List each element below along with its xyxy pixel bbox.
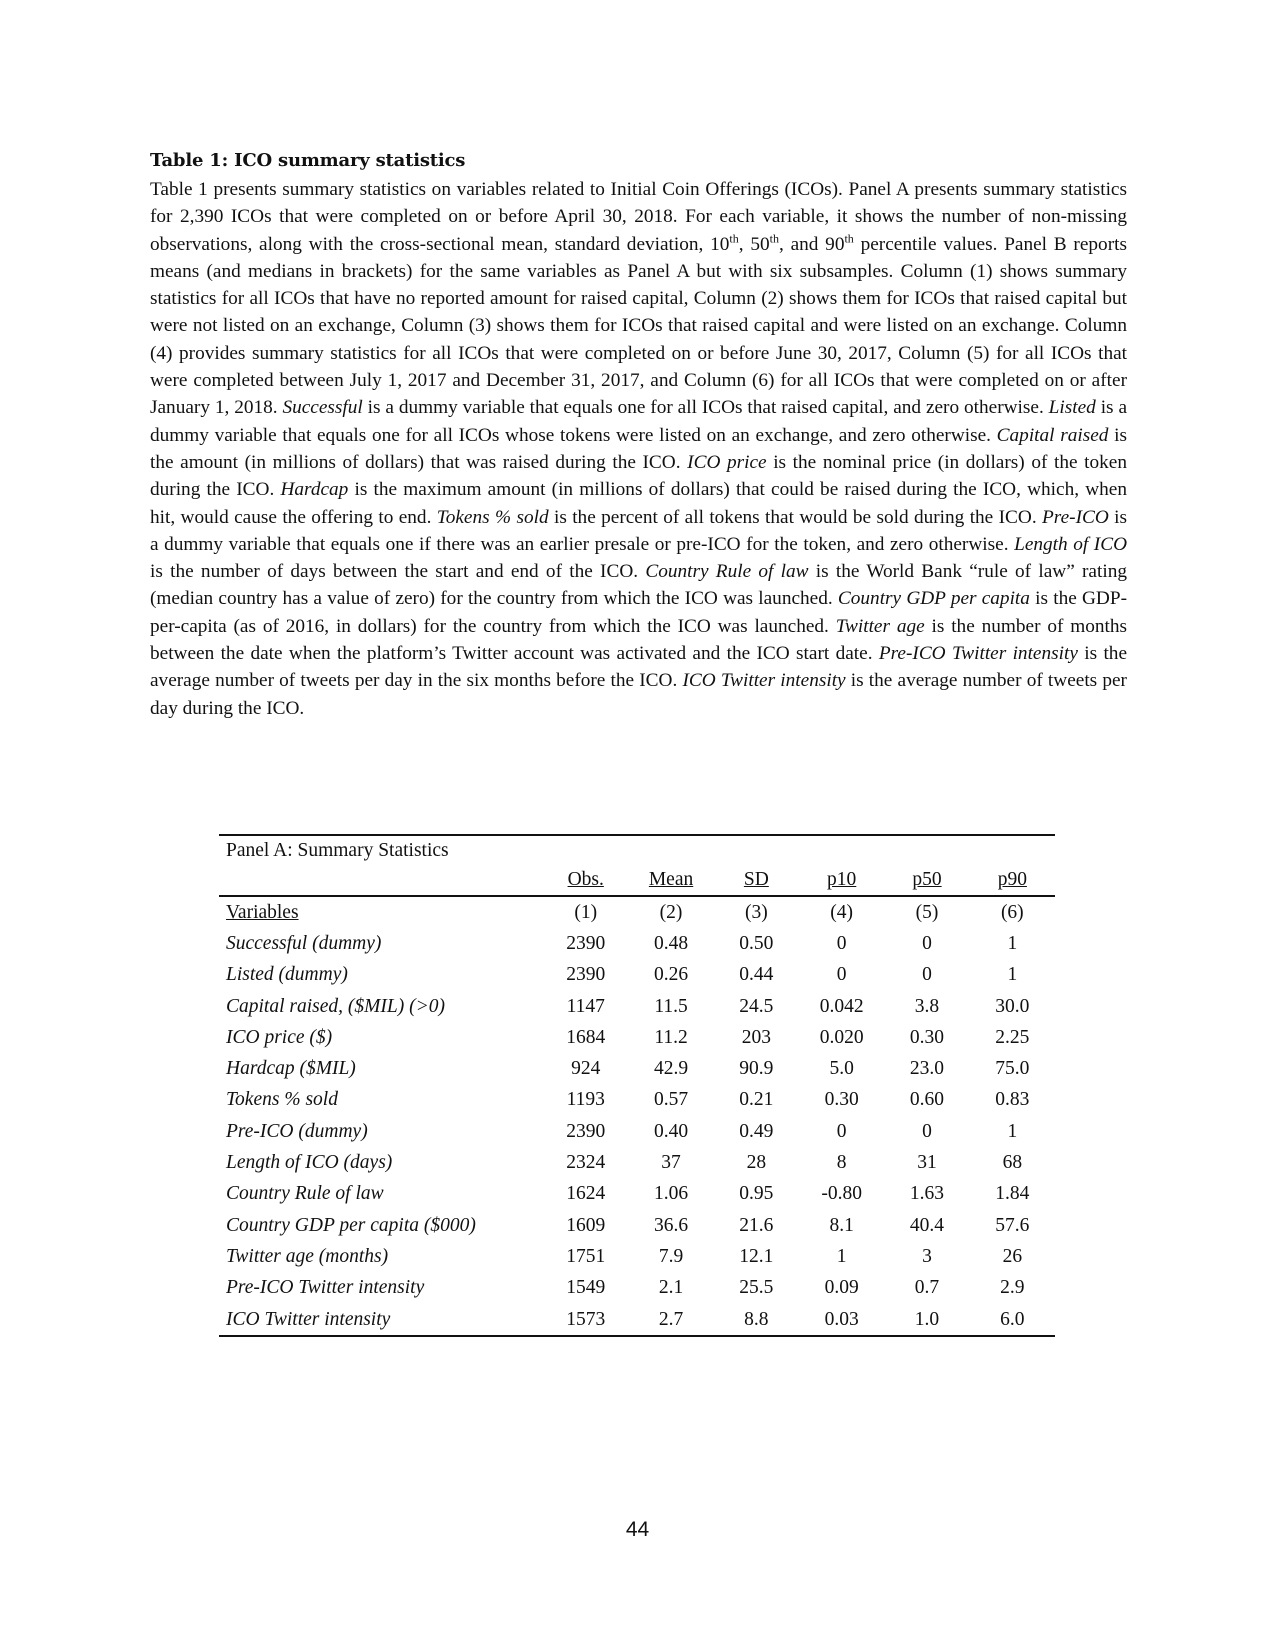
table-cell: 1 [1007,964,1018,986]
table-row [219,1241,1055,1272]
table-cell: 40.4 [909,1214,945,1236]
table-cell: 28 [746,1152,767,1174]
table-row [219,928,1055,959]
variable-name: Twitter age (months) [226,1245,389,1267]
table-cell: 1193 [566,1089,605,1111]
table-cell: 8 [836,1152,847,1174]
table-cell: 1 [836,1245,847,1267]
variable-name: Length of ICO (days) [226,1152,393,1174]
term-hardcap: Hardcap [280,479,349,501]
table-cell: 0.042 [819,995,864,1017]
table-cell: 31 [917,1152,937,1174]
table-cell: 30.0 [995,995,1030,1017]
term-length-of-ico: Length of ICO [1014,533,1127,555]
table-cell: 1.0 [914,1308,940,1330]
table-cell: -0.80 [821,1183,862,1205]
variable-name: ICO price ($) [226,1026,333,1048]
caption-text: is the number of days between the start and end of the ICO. [150,561,646,583]
header-p90: p90 [997,869,1027,890]
table-cell: 0 [922,932,932,954]
table-cell: 11.5 [654,995,688,1017]
variable-name: Country Rule of law [226,1183,384,1205]
table-cell: 1549 [566,1277,606,1299]
superscript: th [729,231,739,246]
summary-table-container [219,834,1055,1337]
column-number: (4) [830,901,854,923]
table-cell: 57.6 [995,1214,1030,1236]
variable-name: Hardcap ($MIL) [226,1058,356,1080]
table-cell: 1684 [566,1026,606,1048]
table-cell: 0.03 [824,1308,859,1330]
table-cell: 0.83 [995,1089,1030,1111]
table-cell: 8.1 [829,1214,854,1236]
variable-name: Pre-ICO (dummy) [226,1120,368,1142]
table-cell: 0.49 [739,1120,774,1142]
term-ico-price: ICO price [687,451,767,473]
column-number: (1) [574,901,598,923]
table-cell: 0.44 [739,964,774,986]
table-cell: 0.57 [653,1089,689,1111]
column-number: (3) [744,901,768,923]
caption-text: , 50 [738,233,770,255]
caption-text: percentile values. Panel B reports means (and medians in brackets) for the same variables as Panel A but with six subsamples. Column (1) shows summary statistics for all ICOs that have no reported amount for raised capital, Column (2) shows them for ICOs that raised capital but were not listed on an exchange, Column (3) shows them for ICOs that raised capital and were listed on an exchange. Column (4) provides summary statistics for all ICOs that were completed on or before June 30, 2017, Column (5) for all ICOs that were completed between July 1, 2017 and December 31, 2017, and Column (6) for all ICOs that were completed on or after January 1, 2018. [150,233,1127,419]
table-row [219,1210,1055,1241]
table-cell: 0 [836,1120,847,1142]
term-twitter-age: Twitter age [835,615,925,637]
table-cell: 0 [836,932,847,954]
table-cell: 0.7 [914,1277,940,1299]
table-cell: 26 [1002,1245,1023,1267]
table-cell: 1573 [566,1308,606,1330]
page-number: 44 [625,1518,650,1541]
table-cell: 5.0 [829,1058,854,1080]
term-successful: Successful [282,397,363,419]
table-row [219,1273,1055,1304]
table-cell: 0.09 [824,1277,859,1299]
table-cell: 2390 [566,1120,606,1142]
table-cell: 25.5 [739,1277,774,1299]
table-cell: 7.9 [658,1245,684,1267]
table-cell: 1.63 [909,1183,945,1205]
panel-title: Panel A: Summary Statistics [226,839,449,861]
caption-text: is the percent of all tokens that would be sold during the ICO. [548,506,1043,528]
term-capital-raised: Capital raised [996,424,1109,446]
term-ico-twitter-intensity: ICO Twitter intensity [682,670,846,692]
superscript: th [769,231,779,246]
table-cell: 36.6 [653,1214,689,1236]
header-sd: SD [743,869,769,890]
table-cell: 0.48 [653,932,689,954]
table-cell: 203 [741,1026,771,1048]
table-cell: 3 [922,1245,932,1267]
variable-name: Listed (dummy) [226,964,348,986]
table-cell: 2.9 [1000,1277,1025,1299]
summary-statistics-table [219,834,1055,1337]
table-cell: 0.26 [653,964,689,986]
table-cell: 68 [1002,1152,1023,1174]
table-cell: 6.0 [1000,1308,1025,1330]
term-listed: Listed [1048,397,1096,419]
table-cell: 0.40 [653,1120,689,1142]
table-cell: 1609 [566,1214,606,1236]
table-cell: 0.020 [819,1026,864,1048]
table-cell: 0 [922,1120,932,1142]
column-number: (5) [915,901,939,923]
table-cell: 1751 [566,1245,606,1267]
table-cell: 1.06 [653,1183,689,1205]
table-cell: 0 [836,964,847,986]
table-cell: 12.1 [739,1245,774,1267]
header-empty-cell [219,865,543,896]
table-title: Table 1: ICO summary statistics [150,150,466,171]
caption-text: is a dummy variable that equals one if there was an earlier presale or pre-ICO for the token, and zero otherwise. [150,506,1128,555]
caption-text: is the number of months between the date when the platform’s Twitter account was activated and the ICO start date. [150,615,1127,665]
header-p10: p10 [827,869,857,890]
table-cell: 37 [661,1152,681,1174]
table-row [219,991,1055,1022]
table-cell: 0.30 [909,1026,945,1048]
table-cell: 3.8 [914,995,940,1017]
variable-name: Country GDP per capita ($000) [226,1214,476,1236]
variable-name: ICO Twitter intensity [226,1308,391,1330]
table-cell: 2390 [566,932,606,954]
caption-text: is the average number of tweets per day in the six months before the ICO. [150,643,1127,692]
column-number-row [219,896,1055,928]
column-header-row [219,865,1055,896]
term-country-gdp: Country GDP per capita [837,588,1030,610]
table-cell: 0.21 [739,1089,774,1111]
term-pre-ico-twitter-intensity: Pre-ICO Twitter intensity [878,643,1078,665]
table-cell: 0.60 [909,1089,945,1111]
table-row [219,1053,1055,1084]
table-cell: 2390 [566,964,606,986]
table-cell: 8.8 [744,1308,769,1330]
table-cell: 1 [1007,1120,1018,1142]
table-cell: 924 [571,1058,601,1080]
column-number: (2) [659,901,683,923]
table-cell: 42.9 [653,1058,689,1080]
variables-label: Variables [226,901,299,923]
variable-name: Capital raised, ($MIL) (>0) [226,995,445,1017]
table-row [219,1116,1055,1147]
table-row [219,1022,1055,1053]
caption-text: is the GDP-per-capita (as of 2016, in dollars) for the country from which the ICO was launched. [150,588,1127,637]
superscript: th [844,231,854,246]
caption-text: , and 90 [778,233,845,255]
caption-text: is the average number of tweets per day during the ICO. [150,670,1127,719]
table-cell: 1147 [566,995,605,1017]
table-cell: 23.0 [909,1058,945,1080]
table-row [219,1085,1055,1116]
variable-name: Successful (dummy) [226,932,382,954]
caption-text: is a dummy variable that equals one for all ICOs whose tokens were listed on an exchange, and zero otherwise. [150,397,1127,446]
variable-name: Pre-ICO Twitter intensity [226,1277,425,1299]
caption-text: is the maximum amount (in millions of dollars) that could be raised during the ICO, which, when hit, would cause the offering to end. [150,479,1127,528]
term-tokens-sold: Tokens % sold [436,506,549,528]
table-cell: 11.2 [654,1026,688,1048]
variable-name: Tokens % sold [226,1089,338,1111]
table-cell: 21.6 [739,1214,774,1236]
header-mean: Mean [648,869,694,890]
table-cell: 2.7 [658,1308,684,1330]
table-cell: 0.50 [739,932,774,954]
term-pre-ico: Pre-ICO [1042,506,1109,528]
table-row [219,960,1055,991]
table-cell: 1 [1007,932,1018,954]
term-country-rule-of-law: Country Rule of law [645,561,809,583]
table-cell: 1.84 [995,1183,1030,1205]
table-cell: 24.5 [739,995,774,1017]
table-cell: 90.9 [739,1058,774,1080]
caption-text: is the amount (in millions of dollars) that was raised during the ICO. [150,424,1127,473]
table-cell: 2.1 [658,1277,684,1299]
table-cell: 1624 [566,1183,606,1205]
header-p50: p50 [912,869,942,890]
column-number: (6) [1000,901,1024,923]
table-cell: 2.25 [995,1026,1030,1048]
table-row [219,1304,1055,1336]
table-cell: 75.0 [995,1058,1030,1080]
caption-text: Table 1 presents summary statistics on variables related to Initial Coin Offerings (ICOs). Panel A presents summary statistics for 2,390 ICOs that were completed on or before April 30, 2018. For each variable, it shows the number of non-missing observations, along with the cross-sectional mean, standard deviation, 10 [150,179,1127,255]
table-cell: 0 [922,964,932,986]
caption-text: is the World Bank “rule of law” rating (median country has a value of zero) for the country from which the ICO was launched. [150,561,1127,610]
panel-title-row [219,835,1055,865]
table-row [219,1147,1055,1178]
caption-text: is the nominal price (in dollars) of the token during the ICO. [150,451,1127,501]
table-cell: 0.30 [824,1089,859,1111]
caption-text: is a dummy variable that equals one for all ICOs that raised capital, and zero otherwise. [362,397,1049,419]
table-caption [150,150,1127,722]
table-cell: 2324 [566,1152,606,1174]
caption-body [150,176,1127,722]
table-row [219,1179,1055,1210]
table-cell: 0.95 [739,1183,774,1205]
header-obs: Obs. [567,869,604,890]
